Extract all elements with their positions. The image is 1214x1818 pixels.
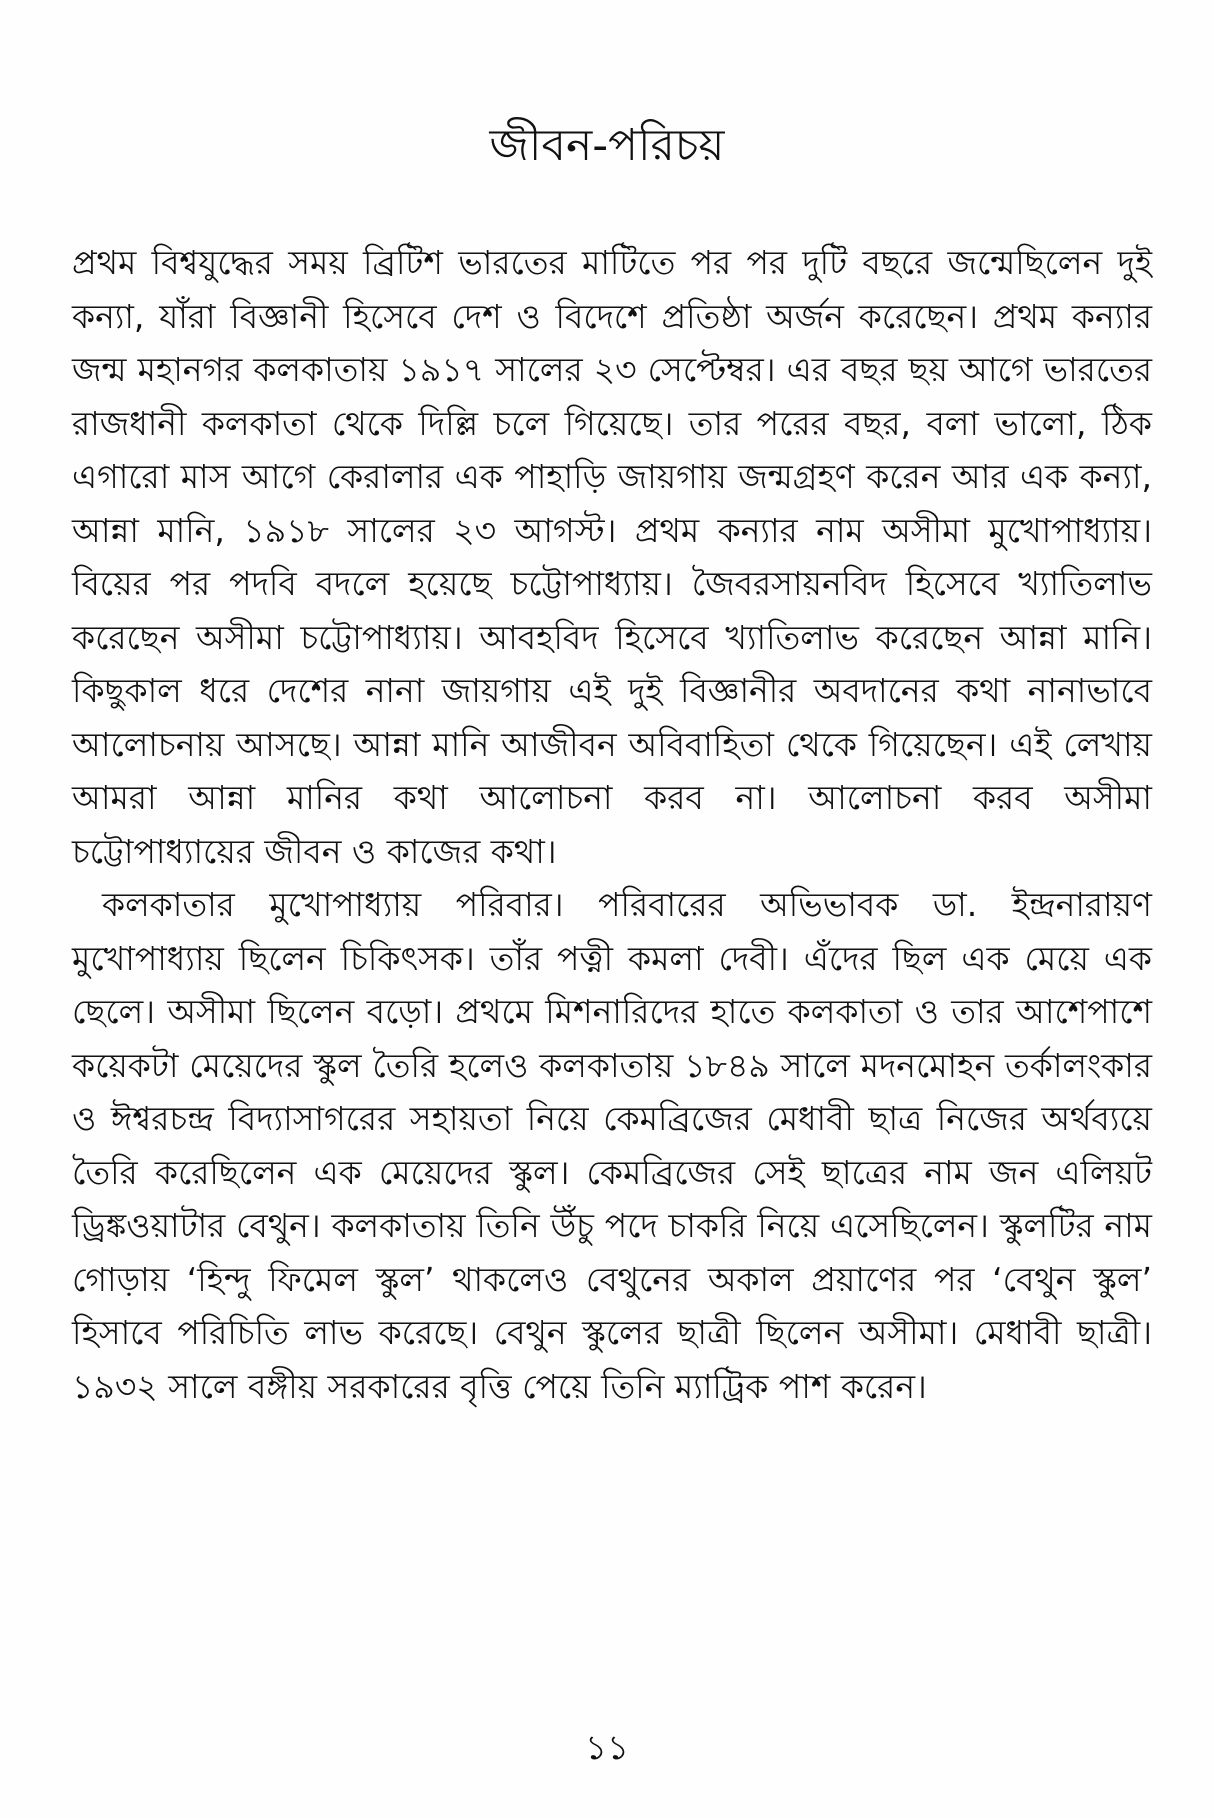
chapter-title: জীবন-পরিচয় — [489, 120, 725, 171]
page-number: ১১ — [584, 1728, 630, 1768]
paragraph-2: কলকাতার মুখোপাধ্যায় পরিবার। পরিবারের অভিভাবক ডা. ইন্দ্রনারায়ণ মুখোপাধ্যায় ছিলেন চিকিৎসক। তাঁর পত্নী কমলা দেবী। এঁদের ছিল এক মেয়ে এক ছেলে। অসীমা ছিলেন বড়ো। প্রথমে মিশনারিদের হাতে কলকাতা ও তার আশেপাশে কয়েকটা মেয়েদের স্কুল তৈরি হলেও কলকাতায় ১৮৪৯ সালে মদনমোহন তর্কালংকার ও ঈশ্বরচন্দ্র বিদ্যাসাগরের সহায়তা নিয়ে কেমব্রিজের মেধাবী ছাত্র নিজের অর্থব্যয়ে তৈরি করেছিলেন এক মেয়েদের স্কুল। কেমব্রিজের সেই ছাত্রের নাম জন এলিয়ট ড্রিঙ্কওয়াটার বেথুন। কলকাতায় তিনি উঁচু পদে চাকরি নিয়ে এসেছিলেন। স্কুলটির নাম গোড়ায় ‘হিন্দু ফিমেল স্কুল’ থাকলেও বেথুনের অকাল প্রয়াণের পর ‘বেথুন স্কুল’ হিসাবে পরিচিতি লাভ করেছে। বেথুন স্কুলের ছাত্রী ছিলেন অসীমা। মেধাবী ছাত্রী। ১৯৩২ সালে বঙ্গীয় সরকারের বৃত্তি পেয়ে তিনি ম্যাট্রিক পাশ করেন। — [72, 885, 1152, 1406]
paragraph-1: প্রথম বিশ্বযুদ্ধের সময় ব্রিটিশ ভারতের মাটিতে পর পর দুটি বছরে জন্মেছিলেন দুই কন্যা, যাঁরা বিজ্ঞানী হিসেবে দেশ ও বিদেশে প্রতিষ্ঠা অর্জন করেছেন। প্রথম কন্যার জন্ম মহানগর কলকাতায় ১৯১৭ সালের ২৩ সেপ্টেম্বর। এর বছর ছয় আগে ভারতের রাজধানী কলকাতা থেকে দিল্লি চলে গিয়েছে। তার পরের বছর, বলা ভালো, ঠিক এগারো মাস আগে কেরালার এক পাহাড়ি জায়গায় জন্মগ্রহণ করেন আর এক কন্যা, আন্না মানি, ১৯১৮ সালের ২৩ আগস্ট। প্রথম কন্যার নাম অসীমা মুখোপাধ্যায়। বিয়ের পর পদবি বদলে হয়েছে চট্টোপাধ্যায়। জৈবরসায়নবিদ হিসেবে খ্যাতিলাভ করেছেন অসীমা চট্টোপাধ্যায়। আবহবিদ হিসেবে খ্যাতিলাভ করেছেন আন্না মানি। কিছুকাল ধরে দেশের নানা জায়গায় এই দুই বিজ্ঞানীর অবদানের কথা নানাভাবে আলোচনায় আসছে। আন্না মানি আজীবন অবিবাহিতা থেকে গিয়েছেন। এই লেখায় আমরা আন্না মানির কথা আলোচনা করব না। আলোচনা করব অসীমা চট্টোপাধ্যায়ের জীবন ও কাজের কথা। — [72, 243, 1152, 871]
body-text — [72, 236, 1152, 1413]
